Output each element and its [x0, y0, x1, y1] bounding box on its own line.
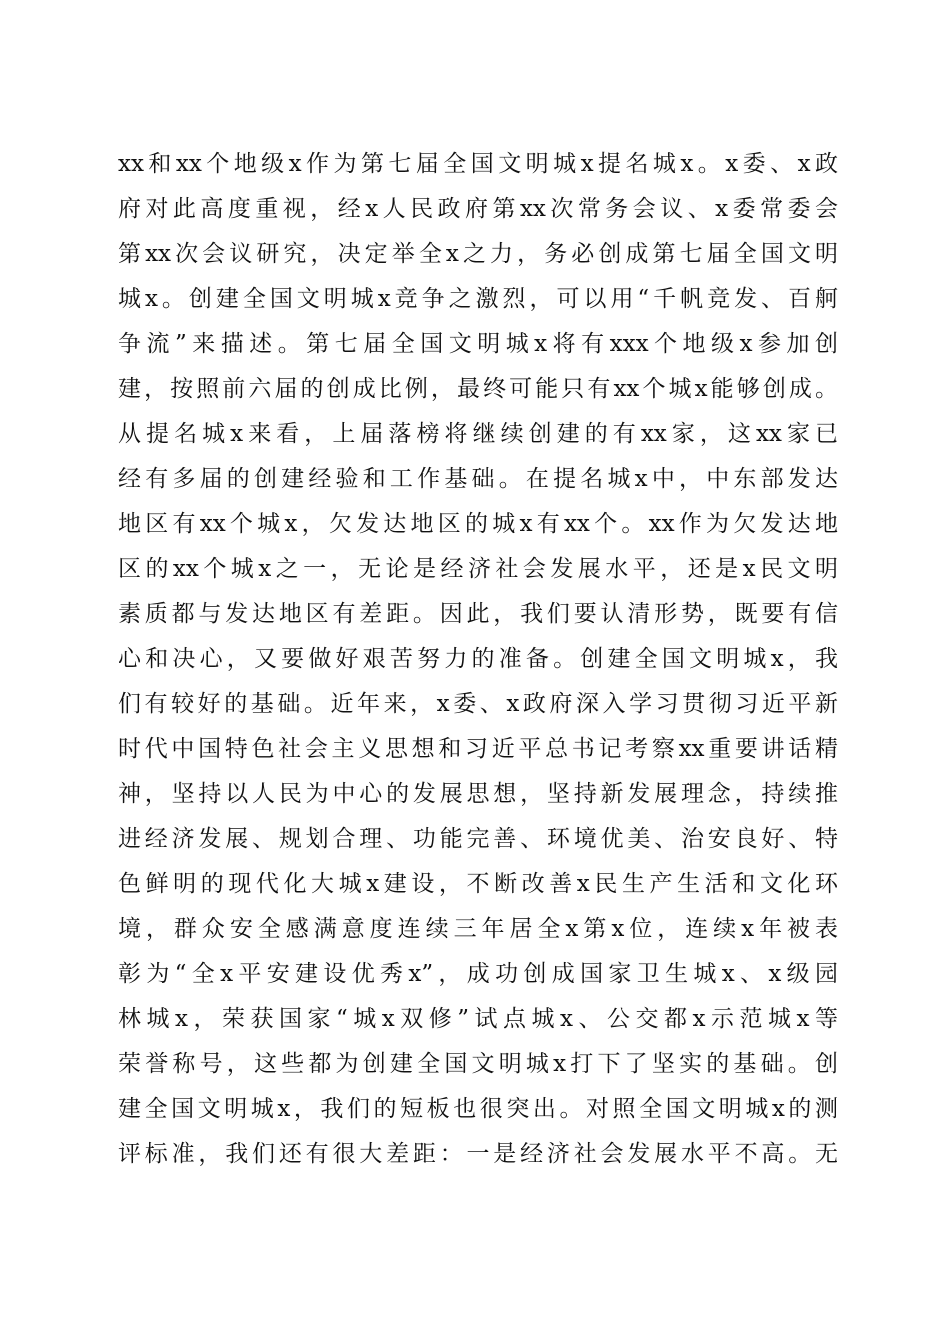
text-line: 争流”来描述。第七届全国文明城x将有xxx个地级x参加创	[118, 331, 838, 357]
text-line: 进经济发展、规划合理、功能完善、环境优美、治安良好、特	[118, 826, 838, 852]
text-line: 素质都与发达地区有差距。因此，我们要认清形势，既要有信	[118, 601, 838, 627]
text-line: 神，坚持以人民为中心的发展思想，坚持新发展理念，持续推	[118, 781, 838, 807]
text-line: 荣誉称号，这些都为创建全国文明城x打下了坚实的基础。创	[118, 1051, 838, 1077]
text-line: 第xx次会议研究，决定举全x之力，务必创成第七届全国文明	[118, 241, 838, 267]
text-line: 林城x，荣获国家“城x双修”试点城x、公交都x示范城x等	[118, 1006, 838, 1032]
text-line: xx和xx个地级x作为第七届全国文明城x提名城x。x委、x政	[118, 151, 838, 177]
text-line: 境，群众安全感满意度连续三年居全x第x位，连续x年被表	[118, 916, 838, 942]
text-line: 色鲜明的现代化大城x建设，不断改善x民生产生活和文化环	[118, 871, 838, 897]
text-line: 时代中国特色社会主义思想和习近平总书记考察xx重要讲话精	[118, 736, 838, 762]
text-line: 们有较好的基础。近年来，x委、x政府深入学习贯彻习近平新	[118, 691, 838, 717]
text-line: 地区有xx个城x，欠发达地区的城x有xx个。xx作为欠发达地	[118, 511, 838, 537]
body-paragraph	[118, 142, 838, 1177]
text-line: 经有多届的创建经验和工作基础。在提名城x中，中东部发达	[118, 466, 838, 492]
text-line: 建，按照前六届的创成比例，最终可能只有xx个城x能够创成。	[118, 376, 838, 402]
text-line: 从提名城x来看，上届落榜将继续创建的有xx家，这xx家已	[118, 421, 838, 447]
text-line: 彰为“全x平安建设优秀x”，成功创成国家卫生城x、x级园	[118, 961, 838, 987]
text-line: 区的xx个城x之一，无论是经济社会发展水平，还是x民文明	[118, 556, 838, 582]
text-line: 心和决心，又要做好艰苦努力的准备。创建全国文明城x，我	[118, 646, 838, 672]
text-line: 建全国文明城x，我们的短板也很突出。对照全国文明城x的测	[118, 1096, 838, 1122]
text-line: 评标准，我们还有很大差距：一是经济社会发展水平不高。无	[118, 1141, 838, 1167]
text-line: 城x。创建全国文明城x竞争之激烈，可以用“千帆竞发、百舸	[118, 286, 838, 312]
text-line: 府对此高度重视，经x人民政府第xx次常务会议、x委常委会	[118, 196, 838, 222]
